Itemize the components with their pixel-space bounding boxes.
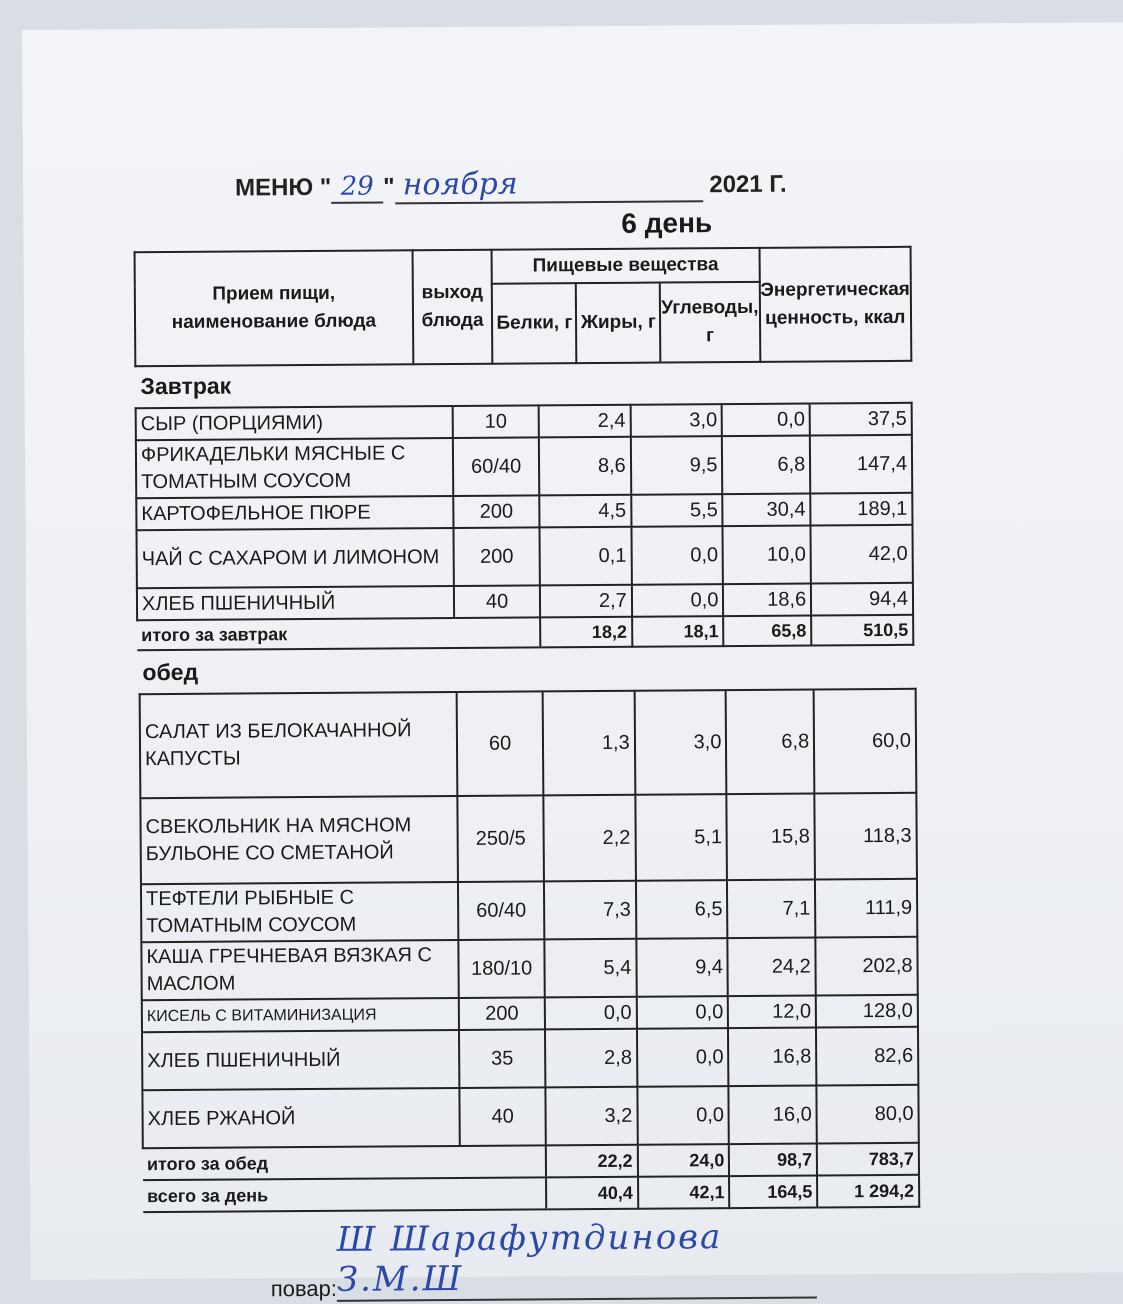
dish-output: 180/10 bbox=[458, 939, 544, 998]
dish-carbs: 6,8 bbox=[722, 436, 810, 495]
dish-protein: 1,3 bbox=[543, 691, 635, 796]
total-label: всего за день bbox=[143, 1177, 546, 1212]
date-month: ноября bbox=[394, 165, 702, 204]
day-total-row bbox=[143, 1175, 919, 1212]
dish-name: ЧАЙ С САХАРОМ И ЛИМОНОМ bbox=[136, 528, 454, 588]
dish-energy: 37,5 bbox=[810, 403, 912, 436]
dish-name: СЫР (ПОРЦИЯМИ) bbox=[136, 406, 453, 440]
dish-carbs: 6,8 bbox=[726, 689, 815, 794]
dish-output: 35 bbox=[459, 1029, 545, 1088]
table-row bbox=[137, 583, 913, 620]
dish-output: 200 bbox=[454, 527, 540, 586]
dish-fat: 0,0 bbox=[632, 584, 724, 617]
date-day: 29 bbox=[331, 171, 383, 203]
table-row bbox=[141, 879, 917, 942]
cook-label: повар: bbox=[270, 1275, 338, 1302]
dish-protein: 2,8 bbox=[545, 1029, 637, 1088]
dish-carbs: 16,8 bbox=[728, 1027, 816, 1086]
total-label: итого за обед bbox=[143, 1145, 546, 1180]
dish-carbs: 7,1 bbox=[727, 879, 815, 938]
dish-name: САЛАТ ИЗ БЕЛОКАЧАННОЙ КАПУСТЫ bbox=[140, 692, 458, 798]
dish-energy: 202,8 bbox=[816, 937, 918, 996]
col-energy: Энергетическая ценность, ккал bbox=[759, 247, 911, 362]
dish-energy: 118,3 bbox=[815, 793, 917, 880]
dish-name: КАРТОФЕЛЬНОЕ ПЮРЕ bbox=[136, 496, 453, 530]
table-row bbox=[136, 403, 912, 440]
dish-fat: 0,0 bbox=[631, 526, 723, 585]
dish-output: 40 bbox=[460, 1087, 546, 1146]
dish-energy: 80,0 bbox=[817, 1085, 919, 1144]
table-row bbox=[136, 435, 912, 498]
dish-energy: 111,9 bbox=[815, 879, 917, 938]
table-row bbox=[136, 525, 912, 588]
table-header bbox=[134, 246, 913, 367]
dish-protein: 5,4 bbox=[544, 939, 636, 998]
table-row bbox=[140, 689, 917, 798]
dish-energy: 189,1 bbox=[810, 493, 912, 526]
dish-energy: 60,0 bbox=[814, 689, 917, 794]
breakfast-table bbox=[135, 402, 915, 651]
dish-output: 200 bbox=[453, 495, 539, 528]
dish-fat: 6,5 bbox=[636, 880, 728, 939]
day-label: 6 день bbox=[621, 207, 713, 239]
dish-output: 200 bbox=[459, 997, 545, 1030]
dish-protein: 2,4 bbox=[539, 405, 631, 438]
total-carbs: 98,7 bbox=[729, 1143, 817, 1176]
dish-fat: 5,1 bbox=[635, 794, 727, 881]
dish-protein: 7,3 bbox=[544, 881, 636, 940]
dish-carbs: 16,0 bbox=[729, 1085, 817, 1144]
col-nutrients: Пищевые вещества bbox=[492, 248, 759, 284]
dish-energy: 94,4 bbox=[811, 583, 913, 616]
total-energy: 783,7 bbox=[817, 1143, 919, 1176]
dish-name: ХЛЕБ ПШЕНИЧНЫЙ bbox=[142, 1030, 460, 1090]
total-protein: 18,2 bbox=[540, 617, 632, 648]
dish-fat: 3,0 bbox=[634, 690, 726, 795]
dish-protein: 3,2 bbox=[545, 1087, 637, 1146]
dish-output: 60 bbox=[457, 691, 544, 796]
dish-output: 250/5 bbox=[457, 795, 544, 882]
lunch-table bbox=[139, 688, 921, 1213]
total-energy: 510,5 bbox=[811, 615, 913, 646]
total-protein: 22,2 bbox=[546, 1145, 638, 1178]
dish-fat: 0,0 bbox=[637, 1028, 729, 1087]
col-protein: Белки, г bbox=[492, 283, 577, 364]
dish-fat: 0,0 bbox=[636, 996, 728, 1029]
total-fat: 18,1 bbox=[632, 616, 724, 647]
dish-output: 10 bbox=[453, 405, 539, 438]
dish-name: ХЛЕБ РЖАНОЙ bbox=[142, 1088, 460, 1148]
dish-energy: 128,0 bbox=[816, 995, 918, 1028]
dish-name: КИСЕЛЬ С ВИТАМИНИЗАЦИЯ bbox=[142, 998, 459, 1032]
menu-title: МЕНЮ " 29 " ноября 2021 Г. bbox=[235, 165, 787, 206]
dish-energy: 42,0 bbox=[811, 525, 913, 584]
dish-fat: 3,0 bbox=[630, 404, 722, 437]
dish-fat: 5,5 bbox=[631, 494, 723, 527]
cook-signature-line bbox=[270, 1216, 817, 1302]
dish-carbs: 24,2 bbox=[728, 937, 816, 996]
col-meal: Прием пищи, наименование блюда bbox=[135, 250, 413, 366]
dish-protein: 0,0 bbox=[545, 997, 637, 1030]
total-carbs: 164,5 bbox=[729, 1175, 817, 1208]
total-fat: 42,1 bbox=[638, 1176, 730, 1209]
dish-protein: 2,7 bbox=[540, 585, 632, 618]
dish-name: ФРИКАДЕЛЬКИ МЯСНЫЕ С ТОМАТНЫМ СОУСОМ bbox=[136, 438, 454, 498]
table-row bbox=[141, 937, 917, 1000]
table-row bbox=[142, 995, 918, 1032]
total-energy: 1 294,2 bbox=[817, 1175, 919, 1208]
breakfast-title: Завтрак bbox=[140, 372, 232, 400]
col-fat: Жиры, г bbox=[576, 283, 660, 364]
menu-sheet bbox=[22, 22, 1123, 1302]
lunch-title: обед bbox=[142, 658, 199, 686]
dish-fat: 9,4 bbox=[636, 938, 728, 997]
total-fat: 24,0 bbox=[638, 1144, 730, 1177]
table-row bbox=[140, 793, 917, 884]
dish-output: 40 bbox=[454, 585, 540, 618]
breakfast-total-row bbox=[137, 615, 913, 650]
dish-name: КАША ГРЕЧНЕВАЯ ВЯЗКАЯ С МАСЛОМ bbox=[141, 940, 459, 1000]
table-row bbox=[142, 1085, 918, 1148]
dish-name: ХЛЕБ ПШЕНИЧНЫЙ bbox=[137, 586, 454, 620]
dish-carbs: 10,0 bbox=[723, 526, 811, 585]
dish-name: СВЕКОЛЬНИК НА МЯСНОМ БУЛЬОНЕ СО СМЕТАНОЙ bbox=[140, 796, 458, 884]
table-row bbox=[136, 493, 912, 530]
table-row bbox=[142, 1027, 918, 1090]
dish-carbs: 12,0 bbox=[728, 995, 816, 1028]
dish-carbs: 0,0 bbox=[722, 404, 810, 437]
dish-protein: 2,2 bbox=[543, 795, 635, 882]
col-carbs: Углеводы, г bbox=[660, 282, 760, 363]
dish-protein: 4,5 bbox=[539, 495, 631, 528]
dish-carbs: 18,6 bbox=[723, 584, 811, 617]
dish-fat: 0,0 bbox=[637, 1086, 729, 1145]
dish-fat: 9,5 bbox=[631, 436, 723, 495]
cook-signature: Ш Шарафутдинова З.М.Ш bbox=[336, 1217, 723, 1300]
dish-name: ТЕФТЕЛИ РЫБНЫЕ С ТОМАТНЫМ СОУСОМ bbox=[141, 882, 459, 942]
dish-output: 60/40 bbox=[458, 881, 544, 940]
dish-protein: 8,6 bbox=[539, 437, 631, 496]
year: 2021 Г. bbox=[709, 170, 787, 199]
col-output: выход блюда bbox=[412, 250, 492, 365]
total-carbs: 65,8 bbox=[724, 616, 812, 647]
dish-carbs: 15,8 bbox=[727, 793, 815, 880]
total-label: итого за завтрак bbox=[137, 617, 540, 650]
dish-energy: 82,6 bbox=[816, 1027, 918, 1086]
lunch-total-row bbox=[143, 1143, 919, 1180]
dish-protein: 0,1 bbox=[539, 527, 631, 586]
dish-output: 60/40 bbox=[453, 437, 539, 496]
total-protein: 40,4 bbox=[546, 1177, 638, 1210]
menu-label: МЕНЮ bbox=[235, 173, 314, 202]
dish-energy: 147,4 bbox=[810, 435, 912, 494]
dish-carbs: 30,4 bbox=[723, 494, 811, 527]
